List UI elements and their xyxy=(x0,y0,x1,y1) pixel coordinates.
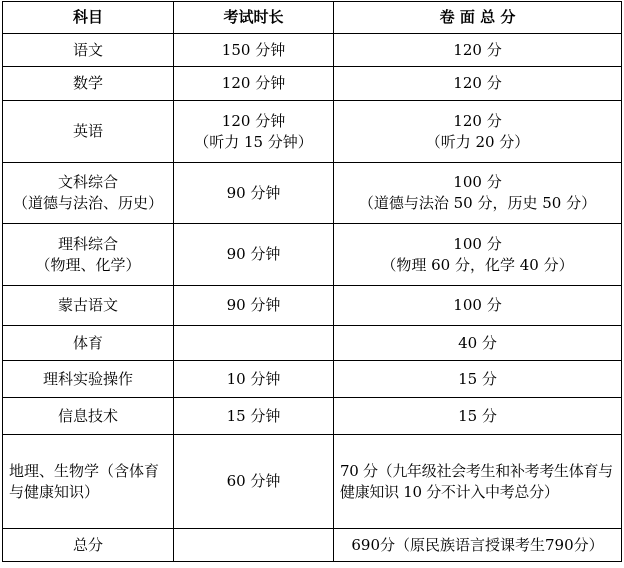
duration-cell-line: 120 分钟 xyxy=(221,74,286,92)
subject-cell-line: 蒙古语文 xyxy=(57,296,118,314)
duration-cell xyxy=(174,224,334,286)
subject-cell-line: 总分 xyxy=(72,535,103,554)
score-cell xyxy=(334,286,622,326)
score-cell-line: （听力 20 分） xyxy=(425,132,530,151)
subject-cell-line: （道德与法治、历史） xyxy=(12,194,163,212)
score-cell xyxy=(334,224,622,286)
duration-cell-line: 90 分钟 xyxy=(226,245,281,263)
subject-cell-line: 理科综合 xyxy=(57,234,118,253)
subject-cell xyxy=(3,34,174,67)
score-cell-line: （道德与法治 50 分，历史 50 分） xyxy=(358,194,597,212)
table-row xyxy=(3,398,622,435)
score-cell xyxy=(334,435,622,529)
score-cell-line: 120 分 xyxy=(453,111,502,130)
score-cell-line: 100 分 xyxy=(453,296,502,314)
subject-cell-line: 英语 xyxy=(72,122,103,140)
duration-cell-line: （听力 15 分钟） xyxy=(194,132,313,151)
duration-cell xyxy=(174,163,334,224)
subject-cell xyxy=(3,398,174,435)
score-cell xyxy=(334,361,622,398)
duration-cell xyxy=(174,361,334,398)
score-cell-line: 120 分 xyxy=(453,74,502,92)
score-cell xyxy=(334,398,622,435)
subject-cell-line: 体育 xyxy=(72,333,103,352)
duration-cell xyxy=(174,398,334,435)
header-row xyxy=(3,2,622,34)
table-row xyxy=(3,67,622,101)
table-row xyxy=(3,361,622,398)
duration-cell-line: 90 分钟 xyxy=(226,296,281,314)
duration-cell-line: 120 分钟 xyxy=(221,111,286,130)
score-cell-line: 15 分 xyxy=(458,369,497,388)
table-row xyxy=(3,34,622,67)
duration-cell-line: 150 分钟 xyxy=(221,40,286,59)
duration-cell-line: 10 分钟 xyxy=(226,369,281,388)
exam-score-table xyxy=(2,1,622,562)
header-total-score: 卷 面 总 分 xyxy=(334,2,622,34)
subject-cell xyxy=(3,286,174,326)
subject-cell-line: 数学 xyxy=(72,74,103,92)
subject-cell xyxy=(3,529,174,562)
table-row xyxy=(3,326,622,361)
duration-cell xyxy=(174,101,334,163)
subject-cell-line: 文科综合 xyxy=(57,173,118,191)
subject-cell xyxy=(3,67,174,101)
score-cell xyxy=(334,34,622,67)
subject-cell-line: 信息技术 xyxy=(57,406,118,425)
score-cell-line: （物理 60 分，化学 40 分） xyxy=(381,255,574,274)
subject-cell xyxy=(3,361,174,398)
score-cell-line: 100 分 xyxy=(453,234,502,253)
table-row xyxy=(3,163,622,224)
table-row xyxy=(3,286,622,326)
duration-cell xyxy=(174,286,334,326)
score-cell-line: 120 分 xyxy=(453,40,502,59)
table-row xyxy=(3,101,622,163)
subject-cell xyxy=(3,326,174,361)
duration-cell xyxy=(174,326,334,361)
subject-cell xyxy=(3,101,174,163)
duration-cell xyxy=(174,67,334,101)
table-row xyxy=(3,224,622,286)
score-cell xyxy=(334,163,622,224)
score-cell xyxy=(334,67,622,101)
table-row xyxy=(3,529,622,562)
subject-cell xyxy=(3,435,174,529)
duration-cell-line: 90 分钟 xyxy=(226,183,281,202)
subject-cell xyxy=(3,224,174,286)
score-cell xyxy=(334,101,622,163)
score-cell xyxy=(334,529,622,562)
table-row xyxy=(3,435,622,529)
score-cell-line: 40 分 xyxy=(458,333,497,352)
subject-cell-line: 语文 xyxy=(72,40,103,59)
score-cell xyxy=(334,326,622,361)
header-duration: 考试时长 xyxy=(174,2,334,34)
duration-cell xyxy=(174,529,334,562)
score-cell-line: 100 分 xyxy=(453,173,502,191)
duration-cell-line: 15 分钟 xyxy=(226,406,281,425)
score-cell-line: 15 分 xyxy=(458,406,497,425)
duration-cell xyxy=(174,34,334,67)
header-subject: 科目 xyxy=(3,2,174,34)
subject-cell xyxy=(3,163,174,224)
score-cell-line: 70 分（九年级社会考生和补考考生体育与健康知识 10 分不计入中考总分） xyxy=(340,461,613,501)
subject-cell-line: 地理、生物学（含体育与健康知识） xyxy=(9,461,160,501)
subject-cell-line: （物理、化学） xyxy=(35,255,141,274)
duration-cell xyxy=(174,435,334,529)
subject-cell-line: 理科实验操作 xyxy=(42,369,133,388)
duration-cell-line: 60 分钟 xyxy=(226,472,281,490)
score-cell-line: 690分（原民族语言授课考生790分） xyxy=(351,535,604,554)
